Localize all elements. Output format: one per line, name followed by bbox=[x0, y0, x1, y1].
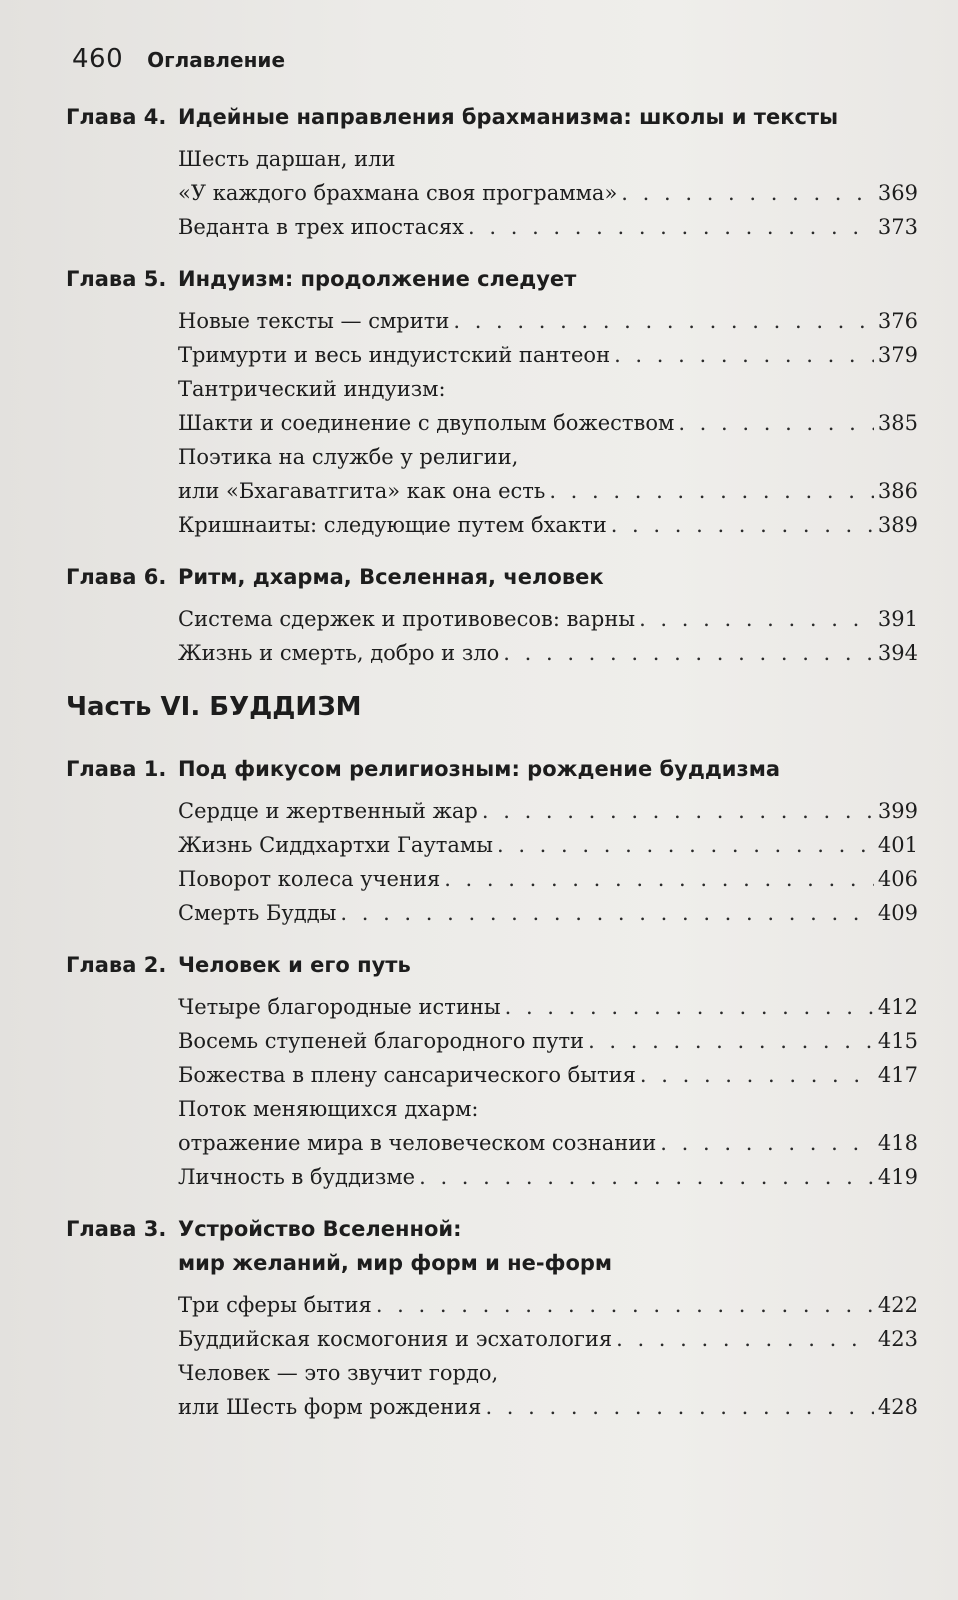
entry-last-line bbox=[178, 210, 918, 244]
dot-leader bbox=[468, 210, 874, 244]
dot-leader bbox=[549, 474, 874, 508]
entry-last-line bbox=[178, 406, 918, 440]
dot-leader bbox=[640, 1058, 874, 1092]
entry-title-line: Поэтика на службе у религии, bbox=[178, 445, 519, 469]
entry-title-line: Личность в буддизме bbox=[178, 1165, 416, 1189]
entry-last-line bbox=[178, 474, 918, 508]
entry-title-line: Поворот колеса учения bbox=[178, 867, 441, 891]
chapter-title-line: Под фикусом религиозным: рождение буддизма bbox=[178, 757, 781, 781]
entry-page-number: 389 bbox=[877, 513, 918, 537]
toc-entry bbox=[178, 372, 918, 440]
entry-page-number: 423 bbox=[877, 1327, 918, 1351]
chapter bbox=[66, 262, 926, 542]
entry-last-line bbox=[178, 176, 918, 210]
entry-page-number: 417 bbox=[877, 1063, 918, 1087]
entry-last-line bbox=[178, 990, 918, 1024]
entry-last-line bbox=[178, 896, 918, 930]
toc-entry bbox=[178, 1322, 918, 1356]
toc-entry bbox=[178, 1024, 918, 1058]
entry-last-line bbox=[178, 1322, 918, 1356]
toc-entry bbox=[178, 440, 918, 508]
entry-page-number: 386 bbox=[877, 479, 918, 503]
dot-leader bbox=[621, 176, 874, 210]
entry-last-line bbox=[178, 636, 918, 670]
entry-last-line bbox=[178, 862, 918, 896]
entry-title-line: Буддийская космогония и эсхатология bbox=[178, 1327, 613, 1351]
chapter-title-line: Устройство Вселенной: bbox=[178, 1217, 462, 1241]
entry-page-number: 409 bbox=[877, 901, 918, 925]
entry-title-line: Кришнаиты: следующие путем бхакти bbox=[178, 513, 607, 537]
chapter bbox=[66, 100, 926, 244]
entry-page-number: 385 bbox=[877, 411, 918, 435]
chapter-title bbox=[178, 752, 926, 786]
part-title: Часть VI. БУДДИЗМ bbox=[66, 692, 362, 722]
entry-title-line: или Шесть форм рождения bbox=[178, 1395, 482, 1419]
chapter-number: Глава 1. bbox=[66, 757, 167, 781]
entry-last-line bbox=[178, 1160, 918, 1194]
toc-entry bbox=[178, 338, 918, 372]
dot-leader bbox=[497, 828, 874, 862]
dot-leader bbox=[614, 338, 874, 372]
dot-leader bbox=[485, 1390, 873, 1424]
toc-entry bbox=[178, 1356, 918, 1424]
chapter bbox=[66, 1212, 926, 1424]
entry-title-line: Божества в плену сансарического бытия bbox=[178, 1063, 636, 1087]
entry-page-number: 419 bbox=[877, 1165, 918, 1189]
toc-entry bbox=[178, 142, 918, 210]
dot-leader bbox=[611, 508, 874, 542]
chapter-title bbox=[178, 262, 926, 296]
chapter-entries bbox=[178, 1288, 918, 1424]
entry-page-number: 422 bbox=[877, 1293, 918, 1317]
entry-page-number: 428 bbox=[877, 1395, 918, 1419]
entry-title-line: Восемь ступеней благородного пути bbox=[178, 1029, 585, 1053]
chapter-number: Глава 6. bbox=[66, 565, 167, 589]
page-number: 460 bbox=[72, 44, 124, 74]
toc-entry bbox=[178, 1058, 918, 1092]
chapter-title bbox=[178, 1212, 926, 1280]
chapter bbox=[66, 560, 926, 670]
chapter-heading bbox=[66, 948, 926, 982]
dot-leader bbox=[482, 794, 874, 828]
chapter-entries bbox=[178, 602, 918, 670]
chapter-entries bbox=[178, 304, 918, 542]
entry-title-line: Три сферы бытия bbox=[178, 1293, 372, 1317]
entry-title-line: Жизнь и смерть, добро и зло bbox=[178, 641, 500, 665]
toc-entry bbox=[178, 304, 918, 338]
chapter-heading bbox=[66, 1212, 926, 1280]
chapter bbox=[66, 752, 926, 930]
entry-title-line: Сердце и жертвенный жар bbox=[178, 799, 478, 823]
entry-title-line: Новые тексты — смрити bbox=[178, 309, 450, 333]
dot-leader bbox=[419, 1160, 874, 1194]
chapter-heading bbox=[66, 752, 926, 786]
entry-title-line: Поток меняющихся дхарм: bbox=[178, 1097, 479, 1121]
entry-title-line: Шакти и соединение с двуполым божеством bbox=[178, 411, 675, 435]
toc-entry bbox=[178, 794, 918, 828]
chapter-number: Глава 2. bbox=[66, 953, 167, 977]
chapter-entries bbox=[178, 794, 918, 930]
dot-leader bbox=[678, 406, 874, 440]
entry-title-line: Тантрический индуизм: bbox=[178, 377, 446, 401]
entry-last-line bbox=[178, 1288, 918, 1322]
entry-page-number: 379 bbox=[877, 343, 918, 367]
entry-page-number: 401 bbox=[877, 833, 918, 857]
entry-last-line bbox=[178, 304, 918, 338]
chapter-title-line: Индуизм: продолжение следует bbox=[178, 267, 577, 291]
chapter-number: Глава 5. bbox=[66, 267, 167, 291]
toc-entry bbox=[178, 896, 918, 930]
toc-entry bbox=[178, 1160, 918, 1194]
entry-page-number: 391 bbox=[877, 607, 918, 631]
toc-entry bbox=[178, 828, 918, 862]
entry-title-line: отражение мира в человеческом сознании bbox=[178, 1131, 657, 1155]
entry-title-line: Тримурти и весь индуистский пантеон bbox=[178, 343, 611, 367]
dot-leader bbox=[453, 304, 874, 338]
dot-leader bbox=[639, 602, 874, 636]
dot-leader bbox=[376, 1288, 874, 1322]
toc-entry bbox=[178, 602, 918, 636]
page-header bbox=[72, 44, 285, 74]
entry-last-line bbox=[178, 508, 918, 542]
toc-entry bbox=[178, 210, 918, 244]
entry-last-line bbox=[178, 794, 918, 828]
entry-page-number: 373 bbox=[877, 215, 918, 239]
entry-title-line: Шесть даршан, или bbox=[178, 147, 396, 171]
dot-leader bbox=[660, 1126, 874, 1160]
entry-title-line: Жизнь Сиддхартхи Гаутамы bbox=[178, 833, 493, 857]
toc-entry bbox=[178, 508, 918, 542]
chapter-title-line: Ритм, дхарма, Вселенная, человек bbox=[178, 565, 604, 589]
entry-last-line bbox=[178, 338, 918, 372]
entry-last-line bbox=[178, 1024, 918, 1058]
entry-page-number: 418 bbox=[877, 1131, 918, 1155]
entry-title-line: Человек — это звучит гордо, bbox=[178, 1361, 499, 1385]
dot-leader bbox=[505, 990, 874, 1024]
entry-title-line: Система сдержек и противовесов: варны bbox=[178, 607, 636, 631]
chapter-number: Глава 3. bbox=[66, 1217, 167, 1241]
entry-page-number: 394 bbox=[877, 641, 918, 665]
dot-leader bbox=[444, 862, 874, 896]
toc-entry bbox=[178, 1092, 918, 1160]
chapter-title bbox=[178, 560, 926, 594]
toc-entry bbox=[178, 862, 918, 896]
chapter-title-line: Идейные направления брахманизма: школы и тексты bbox=[178, 105, 839, 129]
entry-last-line bbox=[178, 602, 918, 636]
chapter-title-line: Человек и его путь bbox=[178, 953, 411, 977]
entry-last-line bbox=[178, 1058, 918, 1092]
chapter bbox=[66, 948, 926, 1194]
entry-page-number: 412 bbox=[877, 995, 918, 1019]
chapter-entries bbox=[178, 990, 918, 1194]
entry-title-line: Смерть Будды bbox=[178, 901, 337, 925]
chapter-heading bbox=[66, 560, 926, 594]
entry-last-line bbox=[178, 1390, 918, 1424]
entry-title-line: Четыре благородные истины bbox=[178, 995, 501, 1019]
chapter-entries bbox=[178, 142, 918, 244]
chapter-heading bbox=[66, 262, 926, 296]
running-title: Оглавление bbox=[147, 48, 286, 72]
toc-entry bbox=[178, 636, 918, 670]
chapter-title bbox=[178, 100, 926, 134]
chapter-heading bbox=[66, 100, 926, 134]
entry-page-number: 376 bbox=[877, 309, 918, 333]
dot-leader bbox=[616, 1322, 874, 1356]
entry-page-number: 399 bbox=[877, 799, 918, 823]
toc-entry bbox=[178, 1288, 918, 1322]
entry-last-line bbox=[178, 828, 918, 862]
entry-page-number: 406 bbox=[877, 867, 918, 891]
table-of-contents bbox=[66, 100, 926, 1442]
dot-leader bbox=[503, 636, 874, 670]
entry-last-line bbox=[178, 1126, 918, 1160]
chapter-title-line: мир желаний, мир форм и не-форм bbox=[178, 1251, 613, 1275]
entry-title-line: «У каждого брахмана своя программа» bbox=[178, 181, 618, 205]
toc-entry bbox=[178, 990, 918, 1024]
entry-page-number: 369 bbox=[877, 181, 918, 205]
entry-title-line: или «Бхагаватгита» как она есть bbox=[178, 479, 546, 503]
entry-page-number: 415 bbox=[877, 1029, 918, 1053]
chapter-title bbox=[178, 948, 926, 982]
chapter-number: Глава 4. bbox=[66, 105, 167, 129]
entry-title-line: Веданта в трех ипостасях bbox=[178, 215, 465, 239]
dot-leader bbox=[588, 1024, 874, 1058]
dot-leader bbox=[340, 896, 874, 930]
